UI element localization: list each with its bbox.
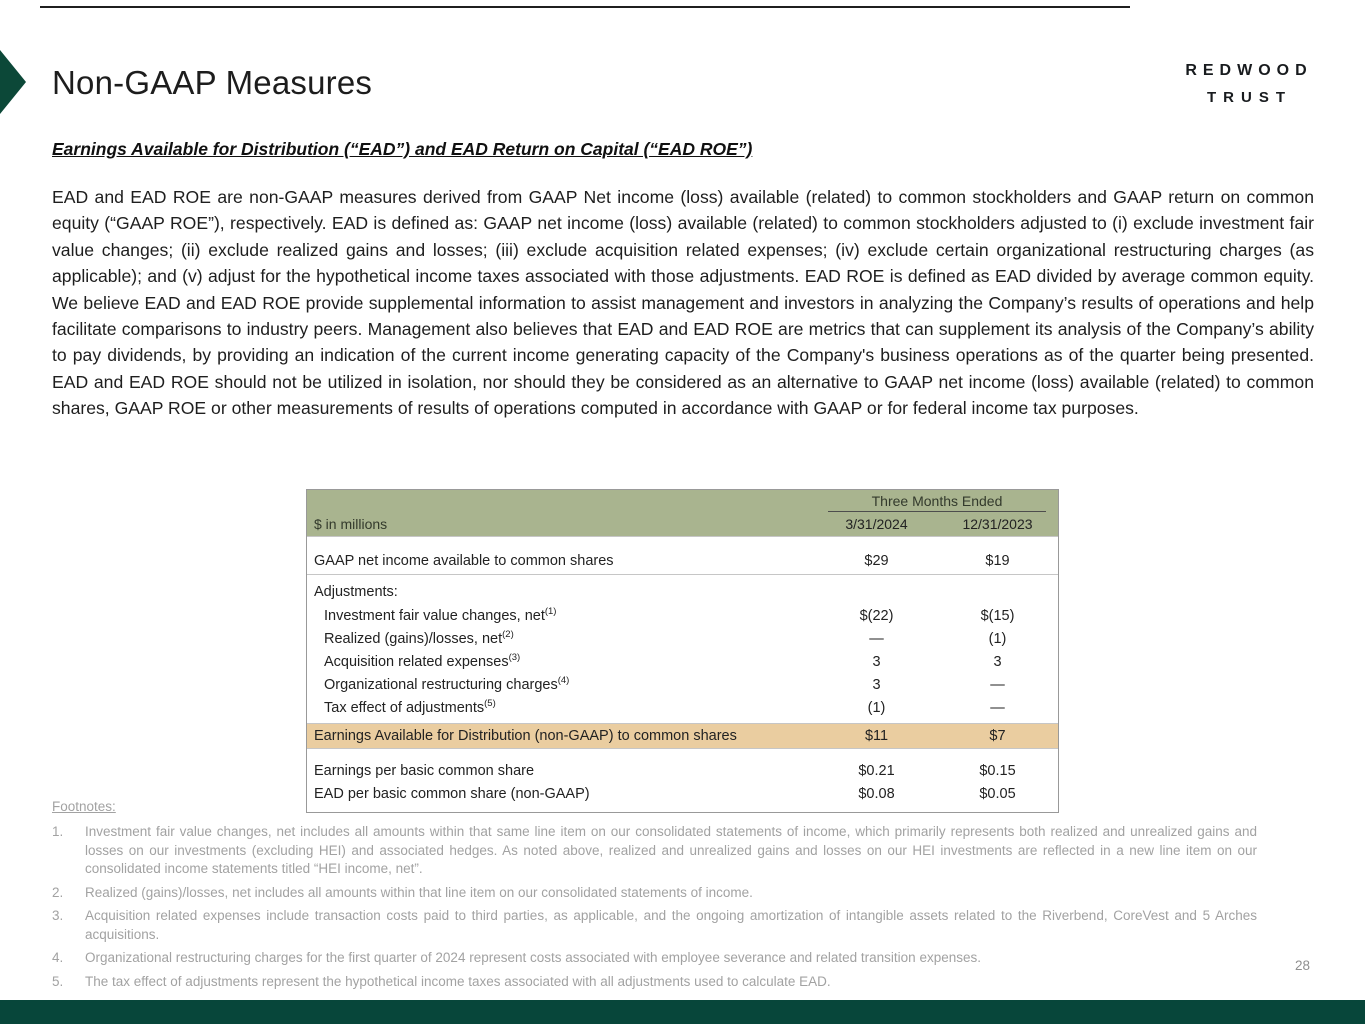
column-header-q1-2024: 3/31/2024: [845, 516, 908, 532]
row-label: Organizational restructuring charges$^{(4)}$: [324, 674, 570, 693]
logo-line-1: REDWOOD: [1185, 62, 1313, 79]
row-value-q1-2024: —: [869, 630, 884, 647]
page-number: 28: [1295, 958, 1311, 973]
row-label: Acquisition related expenses$^{(3)}$: [324, 651, 521, 670]
footnote-item: [52, 823, 1257, 879]
footnote-text: Realized (gains)/losses, net includes all amounts within that line item on our consolidated statements of income.: [85, 884, 753, 900]
row-value-q4-2023: —: [990, 676, 1005, 693]
table-row: [307, 759, 1058, 782]
redwood-trust-logo: [1172, 62, 1320, 106]
footnote-item: [52, 973, 1257, 992]
footnote-number: 5.: [52, 973, 64, 989]
row-value-q4-2023: 3: [993, 653, 1002, 670]
row-value-q1-2024: $29: [864, 552, 889, 569]
row-value-q1-2024: (1): [867, 699, 886, 716]
table-header: [307, 490, 1058, 537]
ead-reconciliation-table: [306, 489, 1059, 813]
page-title: Non-GAAP Measures: [52, 64, 373, 101]
row-value-q4-2023: $0.15: [979, 762, 1016, 779]
unit-label: $ in millions: [314, 516, 388, 532]
body-paragraph: EAD and EAD ROE are non-GAAP measures derived from GAAP Net income (loss) available (related) to common stockholders and GAAP return on common equity (“GAAP ROE”), respectively. EAD is defined as: GAAP net income (loss) available (related) to common stockholders adjusted to (i) exclude investment fair value changes; (ii) exclude realized gains and losses; (iii) exclude acquisition related expenses; (iv) exclude certain organizational restructuring charges (as applicable); and (v) adjust for the hypothetical income taxes associated with those adjustments. EAD ROE is defined as EAD divided by average common equity. We believe EAD and EAD ROE provide supplemental information to assist management and investors in analyzing the Company’s results of operations and help facilitate comparisons to industry peers. Management also believes that EAD and EAD ROE are metrics that can supplement its analysis of the Company’s ability to pay dividends, by providing an indication of the current income generating capacity of the Company's business operations as of the quarter being presented. EAD and EAD ROE should not be utilized in isolation, nor should they be considered as an alternative to GAAP net income (loss) available (related) to common shares, GAAP ROE or other measurements of results of operations computed in accordance with GAAP or for federal income tax purposes.: [52, 187, 1314, 419]
row-value-q4-2023: $7: [989, 728, 1006, 744]
title-top-rule: [40, 6, 1130, 8]
footnote-ref: (2): [502, 628, 514, 640]
row-value-q4-2023: —: [990, 699, 1005, 716]
chevron-right-icon: [0, 50, 26, 114]
row-value-q4-2023: $19: [985, 552, 1010, 569]
table-row: [307, 723, 1058, 749]
row-value-q1-2024: $0.21: [858, 762, 895, 779]
footnote-item: [52, 949, 1257, 968]
footnote-number: 3.: [52, 908, 64, 923]
row-value-q4-2023: (1): [988, 630, 1007, 647]
footnote-item: [52, 907, 1257, 944]
footnote-text: Organizational restructuring charges for the first quarter of 2024 represent costs associated with employee severance and related transition expenses.: [85, 950, 981, 965]
table-body: [307, 547, 1058, 805]
header-spacer: [307, 493, 816, 513]
footnotes-heading: Footnotes:: [52, 799, 116, 814]
footnotes-list: [52, 823, 1257, 991]
footer-bar: [0, 1000, 1365, 1024]
row-value-q1-2024: $0.08: [858, 785, 895, 802]
span-column-header: Three Months Ended: [828, 493, 1046, 512]
row-value-q4-2023: $0.05: [979, 785, 1016, 802]
footnote-ref: (1): [544, 605, 557, 617]
row-value-q1-2024: $11: [864, 728, 889, 744]
table-row: [307, 580, 1058, 604]
footnote-ref: (4): [557, 674, 570, 686]
row-value-q1-2024: 3: [872, 676, 881, 693]
row-label: Earnings per basic common share: [314, 762, 535, 779]
footnote-text: The tax effect of adjustments represent the hypothetical income taxes associated with all adjustments used to calculate EAD.: [85, 973, 831, 989]
row-label: EAD per basic common share (non-GAAP): [314, 785, 590, 802]
row-value-q1-2024: 3: [872, 653, 881, 670]
footnote-number: 2.: [52, 884, 64, 900]
table-row: [307, 547, 1058, 575]
row-value-q1-2024: $(22): [859, 607, 894, 624]
footnotes-section: [52, 799, 1257, 996]
table-row: [307, 604, 1058, 627]
footnote-text: Acquisition related expenses include transaction costs paid to third parties, as applicable, and the ongoing amortization of intangible assets related to the Riverbend, CoreVest and 5 Arches acquisitions.: [85, 908, 1257, 942]
footnote-ref: (3): [508, 651, 521, 663]
row-label: Tax effect of adjustments$^{(5)}$: [324, 697, 496, 716]
footnote-number: 1.: [52, 824, 64, 839]
row-label: Adjustments:: [314, 584, 398, 600]
section-heading: Earnings Available for Distribution (“EAD”) and EAD Return on Capital (“EAD ROE”): [52, 139, 753, 159]
footnote-ref: (5): [484, 697, 496, 709]
table-row: [307, 696, 1058, 719]
table-row: [307, 627, 1058, 650]
row-label: Investment fair value changes, net$^{(1)}$: [324, 605, 557, 624]
footnote-item: [52, 884, 1257, 903]
row-label: Earnings Available for Distribution (non-GAAP) to common shares: [314, 728, 737, 744]
row-value-q4-2023: $(15): [980, 607, 1015, 624]
footnote-number: 4.: [52, 950, 64, 965]
footnote-text: Investment fair value changes, net includes all amounts within that same line item on our consolidated statements of income, which primarily represents both realized and unrealized gains and losses on our investments (excluding HEI) and associated hedges. As noted above, realized and unrealized gains and losses on our HEI investments are reflected in a new line item on our consolidated income statements titled “HEI income, net”.: [85, 824, 1257, 876]
table-row: [307, 673, 1058, 696]
row-label: Realized (gains)/losses, net$^{(2)}$: [324, 628, 514, 647]
column-header-q4-2023: 12/31/2023: [962, 516, 1033, 532]
row-label: GAAP net income available to common shares: [314, 552, 614, 569]
logo-line-2: TRUST: [1207, 89, 1292, 106]
table-row: [307, 650, 1058, 673]
